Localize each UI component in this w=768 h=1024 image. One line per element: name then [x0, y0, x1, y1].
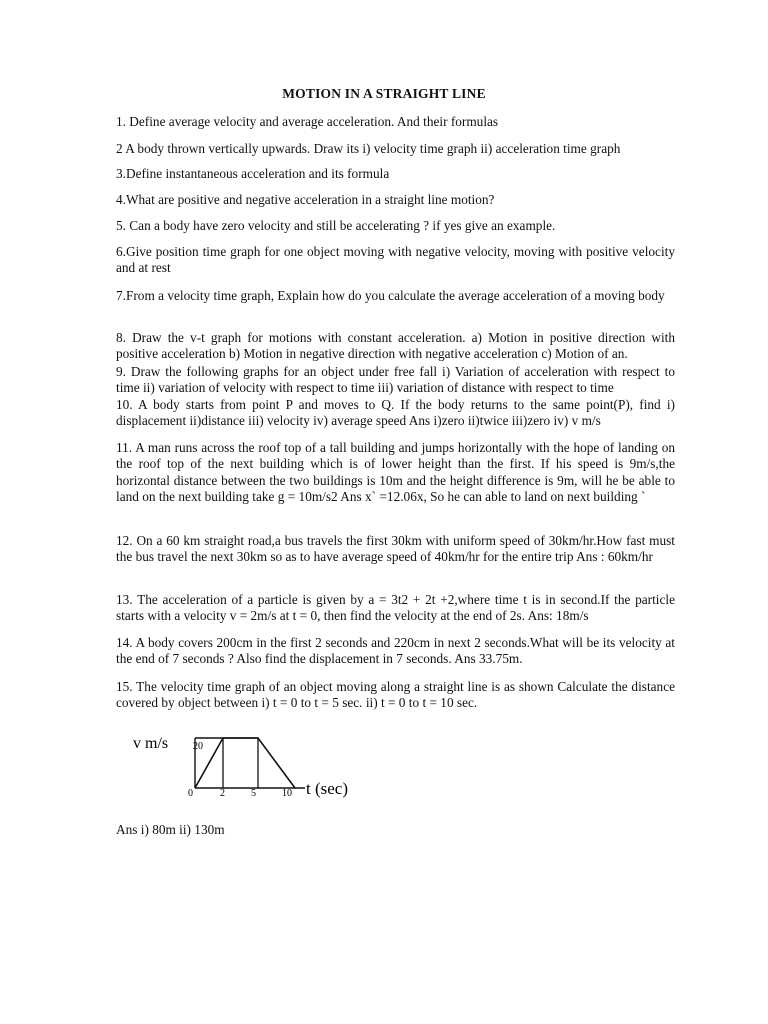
question-10: 10. A body starts from point P and moves to Q. If the body returns to the same point(P), find i) displacement ii)distance iii) velocity iv) average speed Ans i)zero ii)twice iii)zero iv) v m/s [116, 397, 675, 429]
question-12: 12. On a 60 km straight road,a bus travels the first 30km with uniform speed of 30km/hr.How fast must the bus travel the next 30km so as to have average speed of 40km/hr for the entire trip Ans : 60km/hr [116, 533, 675, 565]
question-7: 7.From a velocity time graph, Explain how do you calculate the average acceleration of a moving body [116, 288, 665, 303]
question-3: 3.Define instantaneous acceleration and its formula [116, 166, 390, 181]
velocity-time-graph [130, 726, 380, 800]
x-axis-label: t (sec) [306, 779, 349, 798]
answer-text: Ans i) 80m ii) 130m [116, 822, 225, 837]
x-tick-10: 10 [282, 788, 292, 799]
question-4: 4.What are positive and negative acceleration in a straight line motion? [116, 192, 495, 207]
y-axis-label: v m/s [133, 735, 169, 752]
x-tick-5: 5 [251, 788, 256, 799]
x-tick-2: 2 [220, 788, 225, 799]
question-9: 9. Draw the following graphs for an object under free fall i) Variation of acceleration with respect to time ii) variation of velocity with respect to time iii) variation of distance with respect to time [116, 364, 675, 396]
question-11: 11. A man runs across the roof top of a tall building and jumps horizontally with the hope of landing on the roof top of the next building which is of lower height than the first. If his speed is 9m/s,the horizontal distance between the two buildings is 10m and the height difference is 9m, will he be able to land on the next building take g = 10m/s2 Ans x` =12.06x, So he can able to land on next building ` [116, 440, 675, 505]
question-13: 13. The acceleration of a particle is given by a = 3t2 + 2t +2,where time t is in second.If the particle starts with a velocity v = 2m/s at t = 0, then find the velocity at the end of 2s. Ans: 18m/s [116, 592, 675, 624]
velocity-curve [195, 738, 295, 788]
x-tick-0: 0 [188, 788, 193, 799]
question-14: 14. A body covers 200cm in the first 2 seconds and 220cm in next 2 seconds.What will be its velocity at the end of 7 seconds ? Also find the displacement in 7 seconds. Ans 33.75m. [116, 635, 675, 667]
question-6: 6.Give position time graph for one object moving with negative velocity, moving with positive velocity and at rest [116, 244, 675, 276]
y-tick-20: 20 [193, 741, 203, 752]
question-8: 8. Draw the v-t graph for motions with constant acceleration. a) Motion in positive direction with positive acceleration b) Motion in negative direction with negative acceleration c) Motion of an. [116, 330, 675, 362]
question-1: 1. Define average velocity and average acceleration. And their formulas [116, 114, 499, 129]
question-2: 2 A body thrown vertically upwards. Draw its i) velocity time graph ii) acceleration time graph [116, 141, 621, 156]
question-5: 5. Can a body have zero velocity and still be accelerating ? if yes give an example. [116, 218, 556, 233]
page-title: MOTION IN A STRAIGHT LINE [282, 86, 486, 101]
question-15: 15. The velocity time graph of an object moving along a straight line is as shown Calculate the distance covered by object between i) t = 0 to t = 5 sec. ii) t = 0 to t = 10 sec. [116, 679, 675, 711]
